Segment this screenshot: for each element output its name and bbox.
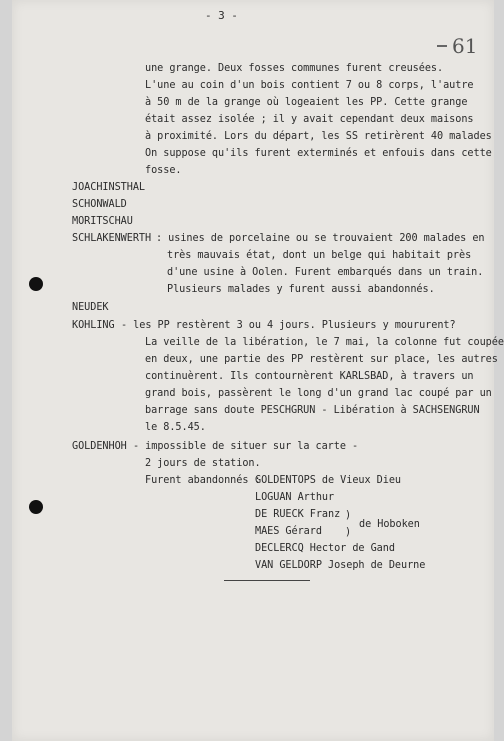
place-kohling: KOHLING (72, 320, 115, 331)
document-page (12, 0, 504, 741)
abandoned-name-5: DECLERCQ Hector de Gand (255, 543, 395, 554)
place-neudek: NEUDEK (72, 302, 109, 313)
abandoned-name-4: MAES Gérard (255, 526, 322, 537)
schlakenwerth-line-1: : usines de porcelaine ou se trouvaient 200 malades en (156, 233, 485, 244)
body-line-7: fosse. (145, 165, 182, 176)
brace-bottom: ) (345, 527, 352, 538)
place-goldenhoh: GOLDENHOH (72, 441, 127, 452)
punch-hole-top (29, 277, 43, 291)
schlakenwerth-line-2: très mauvais état, dont un belge qui habitait près (167, 250, 472, 261)
hoboken-note: de Hoboken (359, 519, 420, 530)
place-schlakenwerth: SCHLAKENWERTH (72, 233, 152, 244)
place-joachimsthal: JOACHINSTHAL (72, 182, 146, 193)
kohling-line-2: La veille de la libération, le 7 mai, la colonne fut coupée (145, 337, 504, 348)
kohling-line-5: grand bois, passèrent le long d'un grand lac coupé par un (145, 388, 492, 399)
handwritten-dash (437, 45, 447, 47)
kohling-line-7: le 8.5.45. (145, 422, 206, 433)
abandoned-name-1: GOLDENTOPS de Vieux Dieu (255, 475, 402, 486)
schlakenwerth-line-3: d'une usine à Oolen. Furent embarqués dans un train. (167, 267, 484, 278)
abandoned-name-2: LOGUAN Arthur (255, 492, 335, 503)
kohling-line-1: - les PP restèrent 3 ou 4 jours. Plusieurs y moururent? (121, 320, 456, 331)
goldenhoh-line-2: 2 jours de station. (145, 458, 261, 469)
body-line-4: était assez isolée ; il y avait cependant deux maisons (145, 114, 474, 125)
page-marker: - 3 - (205, 9, 238, 22)
brace-top: ) (345, 510, 352, 521)
abandoned-name-6: VAN GELDORP Joseph de Deurne (255, 560, 426, 571)
schlakenwerth-line-4: Plusieurs malades y furent aussi abandonnés. (167, 284, 435, 295)
body-line-6: On suppose qu'ils furent exterminés et enfouis dans cette (145, 148, 492, 159)
place-moritschau: MORITSCHAU (72, 216, 133, 227)
kohling-line-3: en deux, une partie des PP restèrent sur place, les autres (145, 354, 498, 365)
handwritten-page-number: 61 (452, 34, 478, 58)
body-line-5: à proximité. Lors du départ, les SS retirèrent 40 malades (145, 131, 492, 142)
abandoned-label: Furent abandonnés : (145, 475, 261, 486)
punch-hole-bottom (29, 500, 43, 514)
closing-rule (224, 580, 310, 581)
kohling-line-4: continuèrent. Ils contournèrent KARLSBAD, à travers un (145, 371, 474, 382)
place-schonwald: SCHONWALD (72, 199, 127, 210)
kohling-line-6: barrage sans doute PESCHGRUN - Libération à SACHSENGRUN (145, 405, 480, 416)
body-line-1: une grange. Deux fosses communes furent creusées. (145, 63, 444, 74)
body-line-3: à 50 m de la grange où logeaient les PP. Cette grange (145, 97, 468, 108)
abandoned-name-3: DE RUECK Franz (255, 509, 341, 520)
body-line-2: L'une au coin d'un bois contient 7 ou 8 corps, l'autre (145, 80, 474, 91)
goldenhoh-line-1: - impossible de situer sur la carte - (133, 441, 359, 452)
